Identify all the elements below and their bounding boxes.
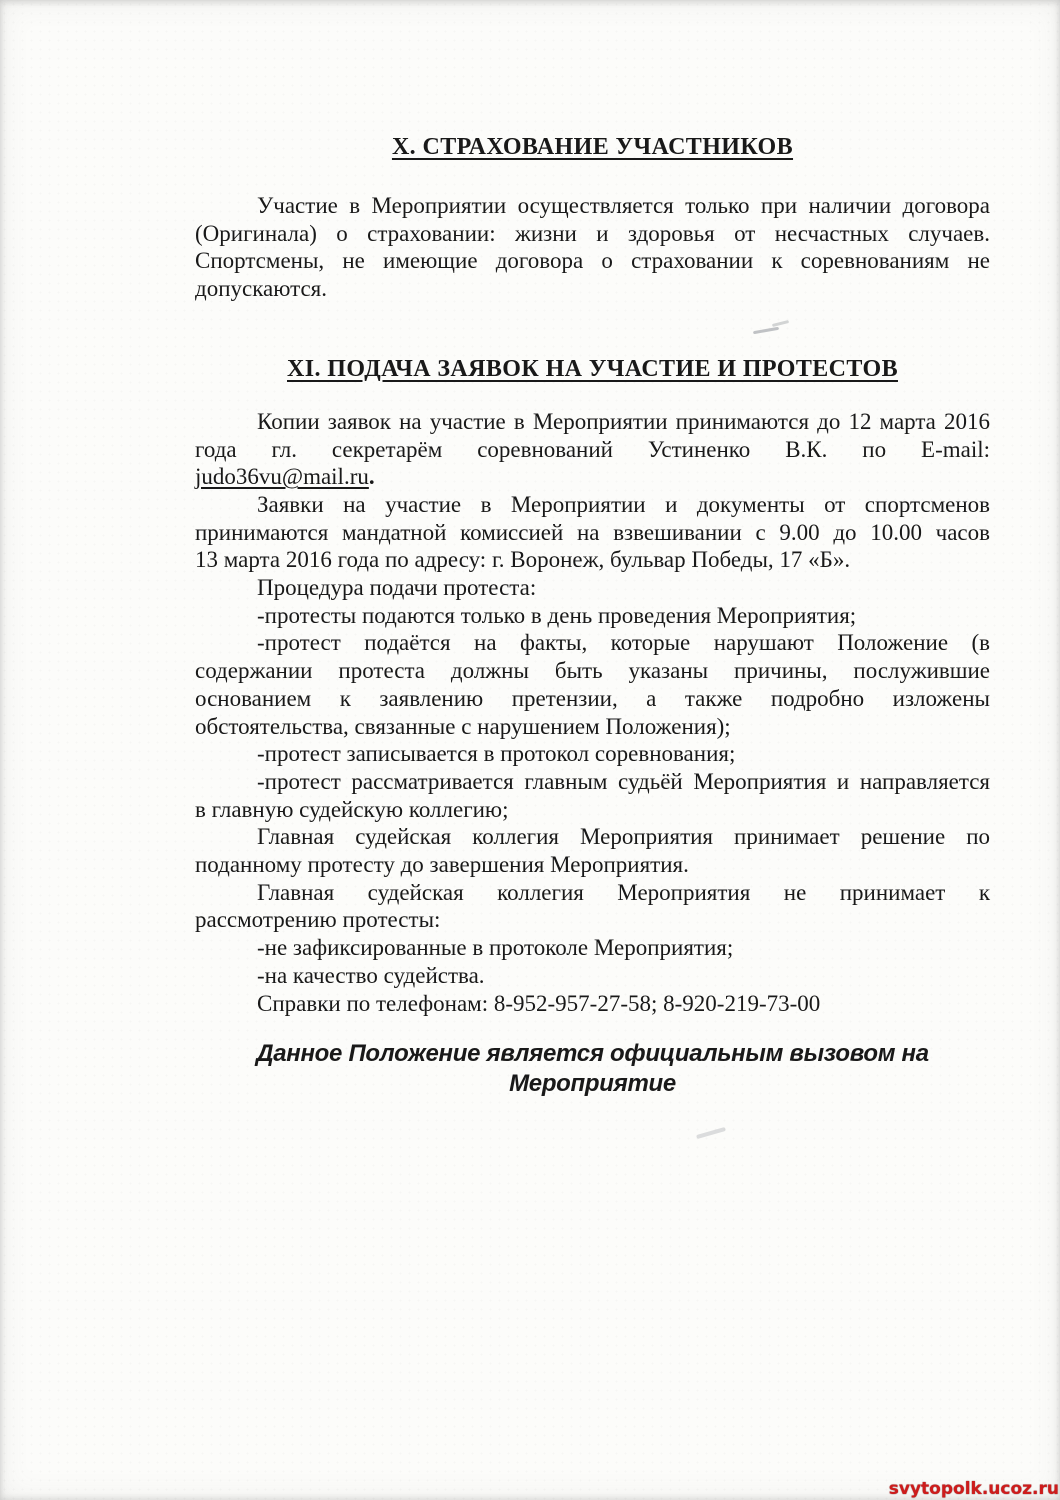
text-line: -протест рассматривается главным судьёй Мероприятия и направляется bbox=[257, 768, 990, 794]
document-body bbox=[195, 0, 990, 1099]
text-line: в главную судейскую коллегию; bbox=[195, 796, 509, 822]
text-line: обстоятельства, связанные с нарушением Положения); bbox=[195, 713, 731, 739]
email-line bbox=[195, 463, 990, 491]
section-heading-insurance: X. СТРАХОВАНИЕ УЧАСТНИКОВ bbox=[391, 134, 794, 160]
text-line: года гл. секретарём соревнований Устиненко В.К. по E-mail: bbox=[195, 436, 990, 462]
text-line: содержании протеста должны быть указаны причины, послужившие bbox=[195, 658, 990, 684]
text-line: поданному протесту до завершения Мероприятия. bbox=[195, 852, 689, 878]
email-suffix: . bbox=[368, 464, 375, 490]
text-line: Спортсмены, не имеющие договора о страховании к соревнованиям не bbox=[195, 248, 990, 274]
watermark: svytopolk.ucoz.ru bbox=[888, 1479, 1059, 1499]
text-line: Заявки на участие в Мероприятии и документы от спортсменов bbox=[257, 491, 990, 517]
scan-artifact bbox=[696, 1127, 726, 1139]
text-line: 13 марта 2016 года по адресу: г. Воронеж, бульвар Победы, 17 «Б». bbox=[195, 547, 851, 573]
phones-line: Справки по телефонам: 8-952-957-27-58; 8-920-219-73-00 bbox=[257, 990, 821, 1016]
text-line: Главная судейская коллегия Мероприятия принимает решение по bbox=[257, 824, 990, 850]
text-line: принимаются мандатной комиссией на взвешивании с 9.00 до 10.00 часов bbox=[195, 519, 990, 545]
text-line: рассмотрению протесты: bbox=[195, 907, 441, 933]
text-line: Процедура подачи протеста: bbox=[257, 575, 537, 601]
text-line: Копии заявок на участие в Мероприятии принимаются до 12 марта 2016 bbox=[257, 408, 990, 434]
official-call-statement: Данное Положение является официальным вызовом на Мероприятие bbox=[256, 1040, 929, 1098]
email-address: judo36vu@mail.ru bbox=[195, 464, 369, 490]
section-heading-applications: XI. ПОДАЧА ЗАЯВОК НА УЧАСТИЕ И ПРОТЕСТОВ bbox=[287, 355, 898, 382]
text-line: -на качество судейства. bbox=[257, 962, 485, 988]
text-line: Участие в Мероприятии осуществляется только при наличии договора bbox=[257, 193, 990, 218]
text-line: -не зафиксированные в протоколе Мероприятия; bbox=[257, 935, 734, 961]
text-line: основанием к заявлению претензии, а также подробно изложены bbox=[195, 685, 990, 711]
text-line: Главная судейская коллегия Мероприятия не принимает к bbox=[257, 879, 990, 905]
section-insurance-paragraph bbox=[195, 192, 990, 303]
text-line: -протест подаётся на факты, которые нарушают Положение (в bbox=[257, 630, 990, 656]
text-line: -протесты подаются только в день проведения Мероприятия; bbox=[257, 602, 857, 628]
section-applications-paragraphs bbox=[195, 408, 990, 1017]
text-line: допускаются. bbox=[195, 276, 328, 302]
text-line: (Оригинала) о страховании: жизни и здоровья от несчастных случаев. bbox=[195, 220, 990, 246]
text-line: -протест записывается в протокол соревнования; bbox=[257, 741, 736, 767]
